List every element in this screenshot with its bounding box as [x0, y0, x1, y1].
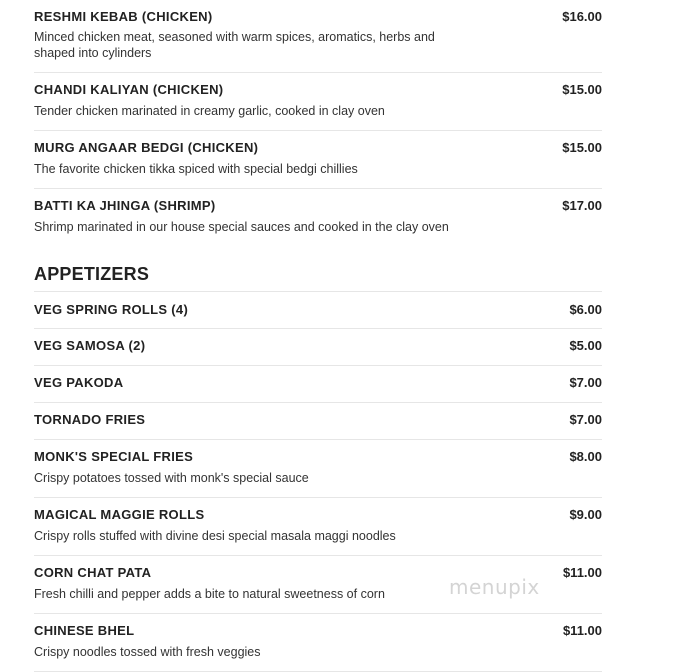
item-price: $11.00 — [562, 623, 602, 638]
menu-item — [34, 440, 602, 498]
item-description: Crispy potatoes tossed with monk's special sauce — [34, 471, 309, 485]
menu-item — [34, 0, 602, 73]
item-name: MAGICAL MAGGIE ROLLS — [34, 507, 205, 522]
section-title: APPETIZERS — [34, 264, 150, 284]
item-name: MURG ANGAAR BEDGI (CHICKEN) — [34, 140, 259, 155]
item-price: $17.00 — [562, 198, 602, 213]
menu-item — [34, 366, 602, 403]
item-description: Minced chicken meat, seasoned with warm spices, aromatics, herbs and shaped into cylinders — [34, 30, 435, 60]
item-description: The favorite chicken tikka spiced with special bedgi chillies — [34, 162, 358, 176]
item-description: Fresh chilli and pepper adds a bite to natural sweetness of corn — [34, 587, 385, 601]
menu-item — [34, 131, 602, 189]
section-header — [34, 247, 602, 291]
menu-item — [34, 614, 602, 672]
item-name: RESHMI KEBAB (CHICKEN) — [34, 9, 213, 24]
item-price: $16.00 — [562, 9, 602, 24]
item-price: $15.00 — [562, 82, 602, 97]
menu-item — [34, 329, 602, 366]
menu-item — [34, 73, 602, 131]
item-price: $7.00 — [569, 412, 602, 427]
item-name: VEG PAKODA — [34, 375, 124, 390]
item-price: $15.00 — [562, 140, 602, 155]
menu-list — [34, 0, 602, 672]
item-name: MONK'S SPECIAL FRIES — [34, 449, 194, 464]
item-description: Crispy noodles tossed with fresh veggies — [34, 645, 261, 659]
item-price: $11.00 — [562, 565, 602, 580]
item-name: CHANDI KALIYAN (CHICKEN) — [34, 82, 224, 97]
watermark-logo: menupix — [449, 575, 540, 599]
item-name: TORNADO FRIES — [34, 412, 146, 427]
menu-item — [34, 189, 602, 247]
item-name: VEG SAMOSA (2) — [34, 338, 146, 353]
item-price: $6.00 — [569, 302, 602, 317]
item-name: VEG SPRING ROLLS (4) — [34, 302, 189, 317]
item-name: BATTI KA JHINGA (SHRIMP) — [34, 198, 216, 213]
item-name: CHINESE BHEL — [34, 623, 135, 638]
item-price: $7.00 — [569, 375, 602, 390]
item-description: Shrimp marinated in our house special sauces and cooked in the clay oven — [34, 220, 449, 234]
menu-item — [34, 498, 602, 556]
item-price: $8.00 — [569, 449, 602, 464]
item-price: $5.00 — [569, 338, 602, 353]
item-name: CORN CHAT PATA — [34, 565, 152, 580]
menu-item — [34, 291, 602, 329]
item-description: Crispy rolls stuffed with divine desi special masala maggi noodles — [34, 529, 396, 543]
menu-item — [34, 403, 602, 440]
item-description: Tender chicken marinated in creamy garlic, cooked in clay oven — [34, 104, 385, 118]
item-price: $9.00 — [569, 507, 602, 522]
